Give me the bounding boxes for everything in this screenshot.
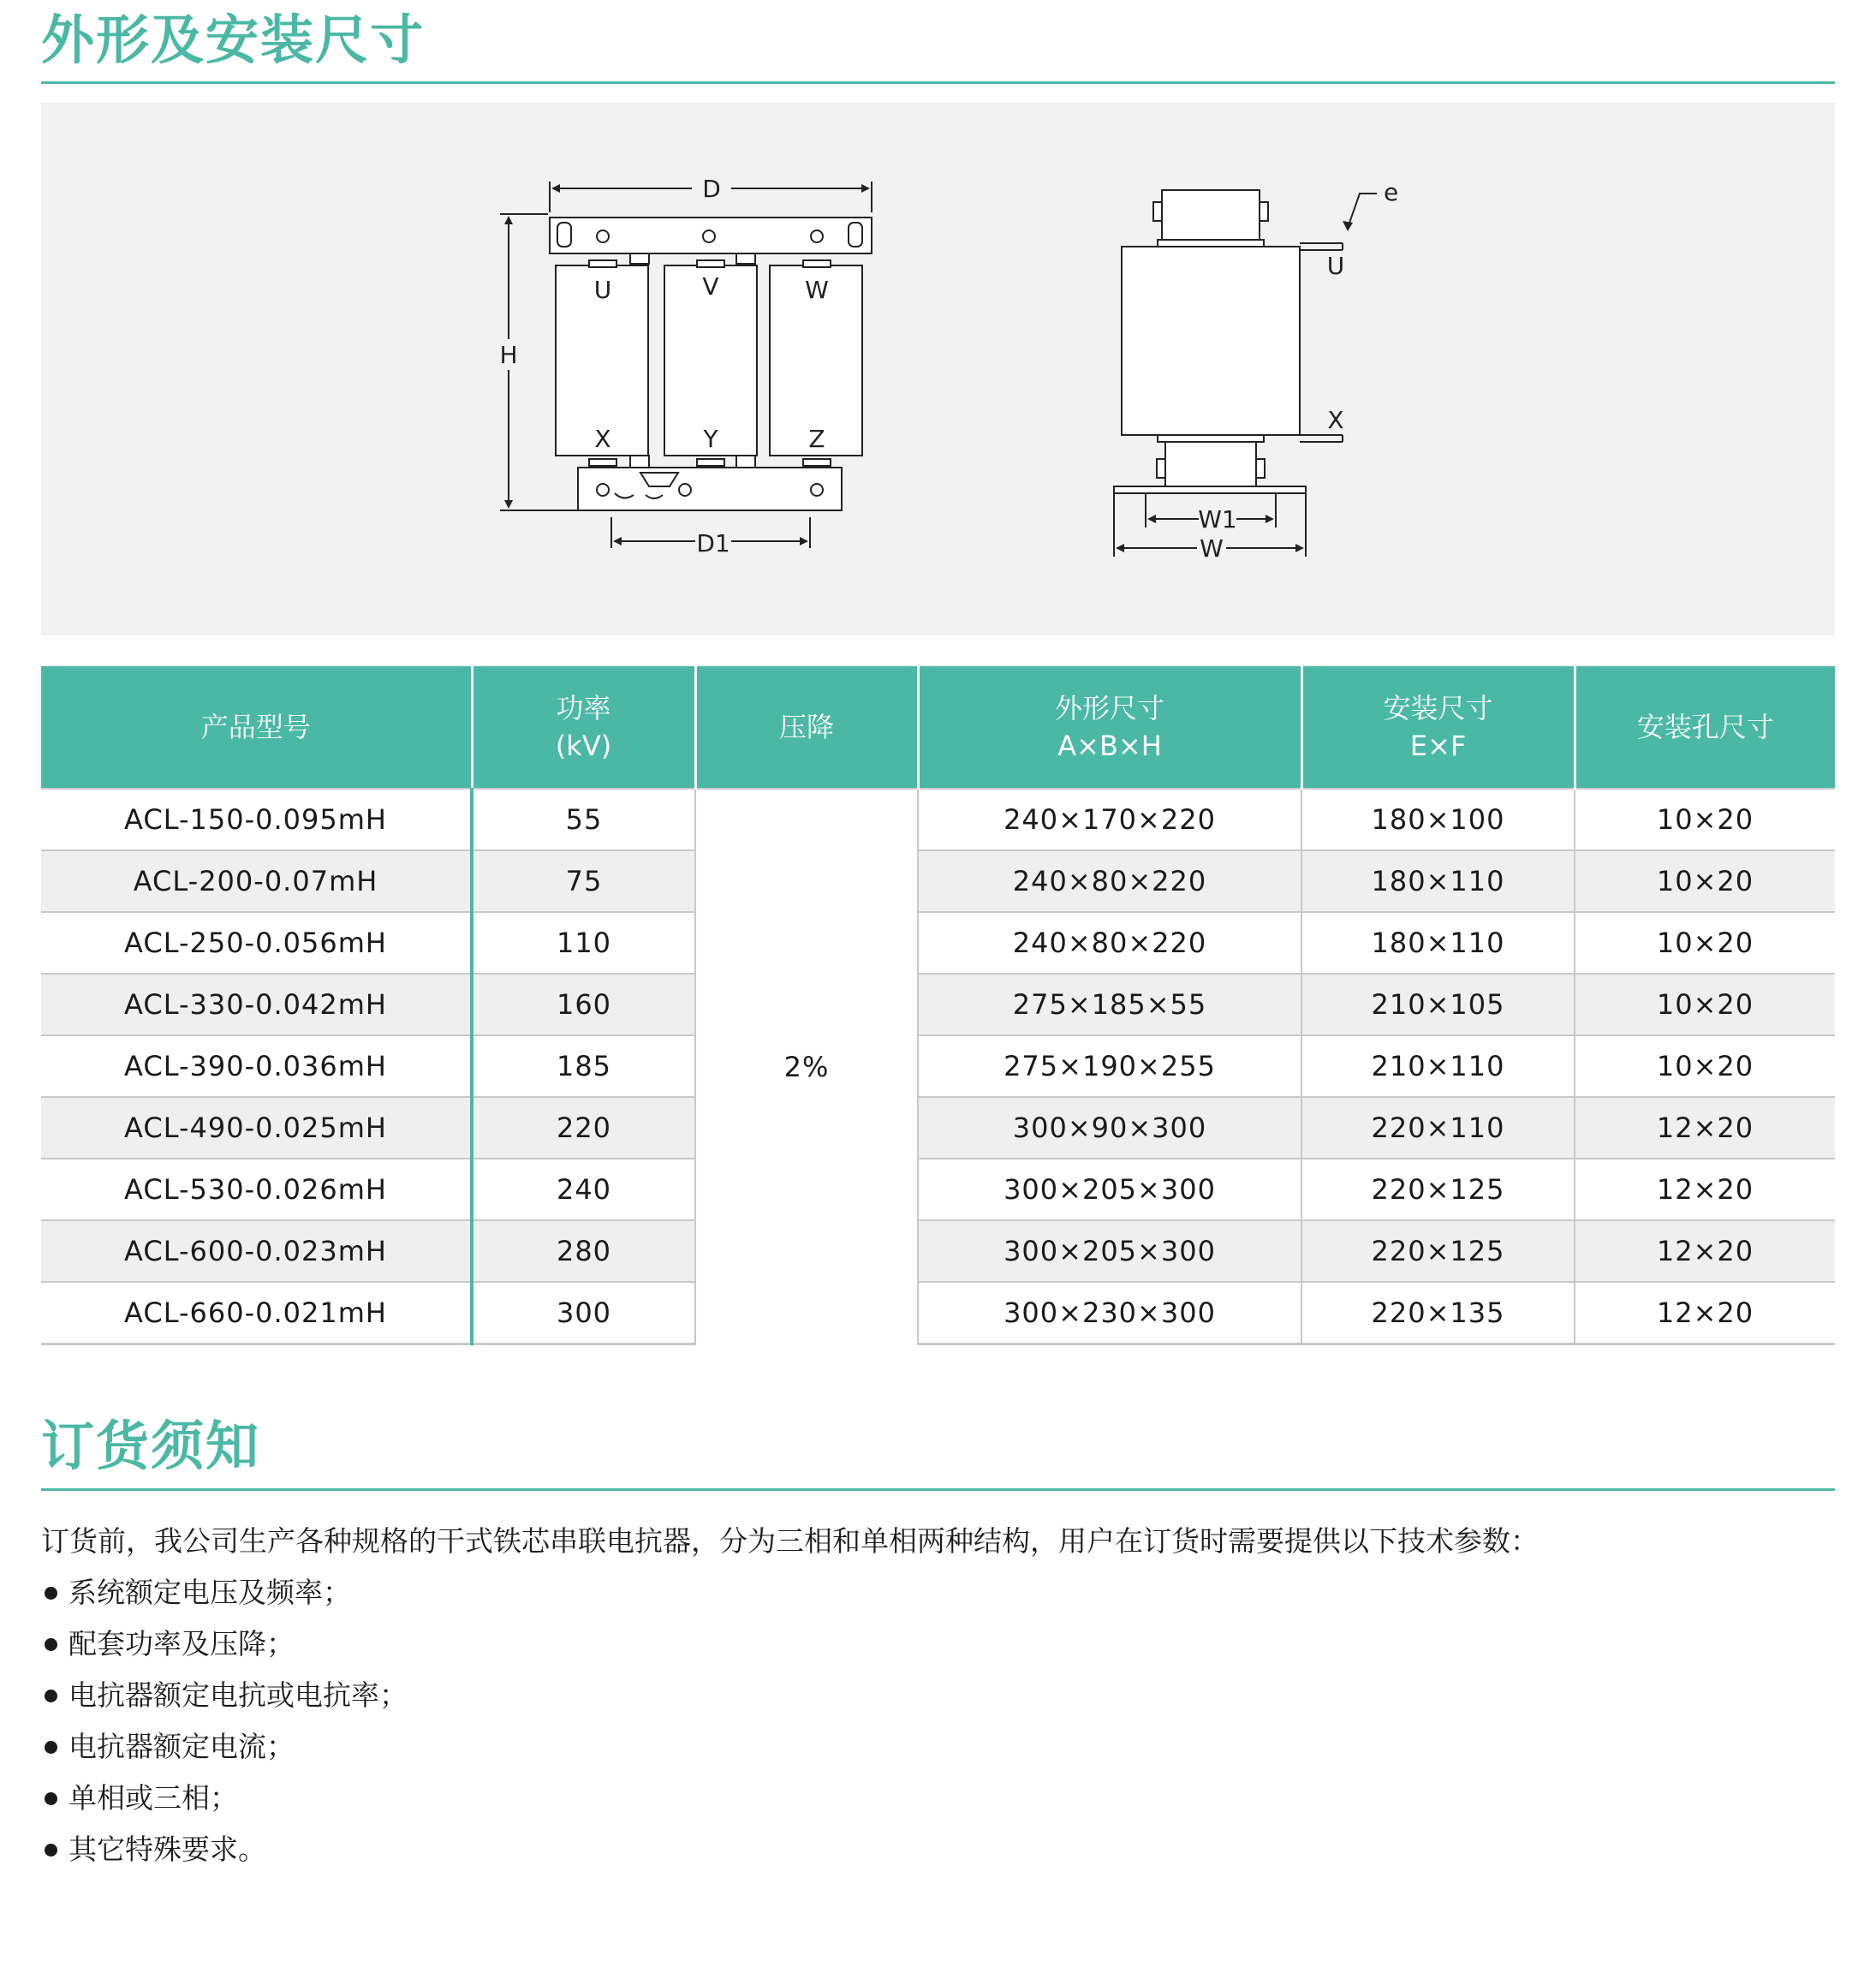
header-mount-size: 安装尺寸 E×F (1301, 666, 1575, 789)
list-item: 系统额定电压及频率； (41, 1567, 1835, 1618)
cell-power: 110 (472, 912, 695, 974)
section-divider (41, 81, 1835, 84)
header-outline-size: 外形尺寸 A×B×H (918, 666, 1301, 789)
cell-model: ACL-390-0.036mH (41, 1035, 472, 1097)
terminal-label-x: X (594, 425, 611, 453)
cell-power: 75 (472, 850, 695, 912)
dimension-drawing (41, 103, 1835, 635)
cell-mount: 220×135 (1301, 1282, 1575, 1344)
cell-power: 160 (472, 974, 695, 1035)
cell-mount: 210×105 (1301, 974, 1575, 1035)
cell-power: 220 (472, 1097, 695, 1159)
table-row (41, 1282, 1835, 1344)
ordering-notes (41, 1516, 1835, 1875)
table-row (41, 1097, 1835, 1159)
cell-power: 185 (472, 1035, 695, 1097)
section-title-ordering: 订货须知 (41, 1415, 261, 1477)
cell-hole: 12×20 (1575, 1097, 1835, 1159)
list-item: 单相或三相； (41, 1773, 1835, 1824)
cell-hole: 10×20 (1575, 974, 1835, 1035)
cell-model: ACL-150-0.095mH (41, 789, 472, 850)
dim-label-e: e (1384, 178, 1399, 206)
table-row (41, 850, 1835, 912)
cell-outline: 300×90×300 (918, 1097, 1301, 1159)
cell-mount: 220×125 (1301, 1220, 1575, 1282)
side-terminal-label-u: U (1326, 252, 1345, 280)
side-terminal-label-x: X (1327, 406, 1344, 434)
cell-model: ACL-490-0.025mH (41, 1097, 472, 1159)
table-row (41, 1159, 1835, 1220)
terminal-label-w: W (805, 276, 829, 304)
dim-label-w1: W1 (1198, 505, 1237, 533)
cell-hole: 10×20 (1575, 789, 1835, 850)
header-power: 功率 (kV) (472, 666, 695, 789)
cell-outline: 300×205×300 (918, 1159, 1301, 1220)
cell-outline: 300×205×300 (918, 1220, 1301, 1282)
cell-power: 55 (472, 789, 695, 850)
dim-label-d1: D1 (696, 529, 730, 557)
terminal-label-y: Y (703, 425, 718, 453)
terminal-label-v: V (702, 272, 719, 301)
cell-model: ACL-600-0.023mH (41, 1220, 472, 1282)
list-item: 电抗器额定电抗或电抗率； (41, 1670, 1835, 1721)
cell-mount: 180×110 (1301, 850, 1575, 912)
table-row (41, 1035, 1835, 1097)
cell-model: ACL-660-0.021mH (41, 1282, 472, 1344)
cell-mount: 220×125 (1301, 1159, 1575, 1220)
spec-table (41, 666, 1835, 1345)
ordering-list (41, 1567, 1835, 1875)
list-item: 电抗器额定电流； (41, 1721, 1835, 1773)
cell-voltage-drop: 2% (695, 789, 918, 1344)
section-divider (41, 1488, 1835, 1491)
cell-power: 300 (472, 1282, 695, 1344)
cell-outline: 300×230×300 (918, 1282, 1301, 1344)
cell-model: ACL-250-0.056mH (41, 912, 472, 974)
cell-outline: 275×185×55 (918, 974, 1301, 1035)
cell-outline: 240×170×220 (918, 789, 1301, 850)
table-row (41, 789, 1835, 850)
cell-mount: 180×100 (1301, 789, 1575, 850)
header-model: 产品型号 (41, 666, 472, 789)
cell-model: ACL-530-0.026mH (41, 1159, 472, 1220)
dim-label-h: H (499, 341, 518, 369)
cell-hole: 10×20 (1575, 1035, 1835, 1097)
dimension-diagram-panel (41, 103, 1835, 635)
cell-model: ACL-330-0.042mH (41, 974, 472, 1035)
cell-outline: 240×80×220 (918, 850, 1301, 912)
cell-power: 280 (472, 1220, 695, 1282)
cell-hole: 12×20 (1575, 1159, 1835, 1220)
table-header-row (41, 666, 1835, 789)
list-item: 配套功率及压降； (41, 1618, 1835, 1670)
cell-hole: 10×20 (1575, 912, 1835, 974)
dim-label-w: W (1200, 534, 1224, 563)
cell-hole: 12×20 (1575, 1220, 1835, 1282)
table-row (41, 1220, 1835, 1282)
cell-mount: 210×110 (1301, 1035, 1575, 1097)
cell-model: ACL-200-0.07mH (41, 850, 472, 912)
header-voltage-drop: 压降 (695, 666, 918, 789)
section-title-dimensions: 外形及安装尺寸 (41, 9, 426, 71)
ordering-intro: 订货前，我公司生产各种规格的干式铁芯串联电抗器，分为三相和单相两种结构，用户在订货时需要提供以下技术参数： (41, 1524, 1539, 1558)
header-hole-size: 安装孔尺寸 (1575, 666, 1835, 789)
cell-hole: 12×20 (1575, 1282, 1835, 1344)
list-item: 其它特殊要求。 (41, 1824, 1835, 1875)
cell-power: 240 (472, 1159, 695, 1220)
table-row (41, 912, 1835, 974)
cell-outline: 240×80×220 (918, 912, 1301, 974)
terminal-label-z: Z (808, 425, 825, 453)
cell-mount: 220×110 (1301, 1097, 1575, 1159)
cell-outline: 275×190×255 (918, 1035, 1301, 1097)
cell-hole: 10×20 (1575, 850, 1835, 912)
table-row (41, 974, 1835, 1035)
cell-mount: 180×110 (1301, 912, 1575, 974)
terminal-label-u: U (593, 276, 612, 304)
dim-label-d: D (702, 175, 721, 203)
